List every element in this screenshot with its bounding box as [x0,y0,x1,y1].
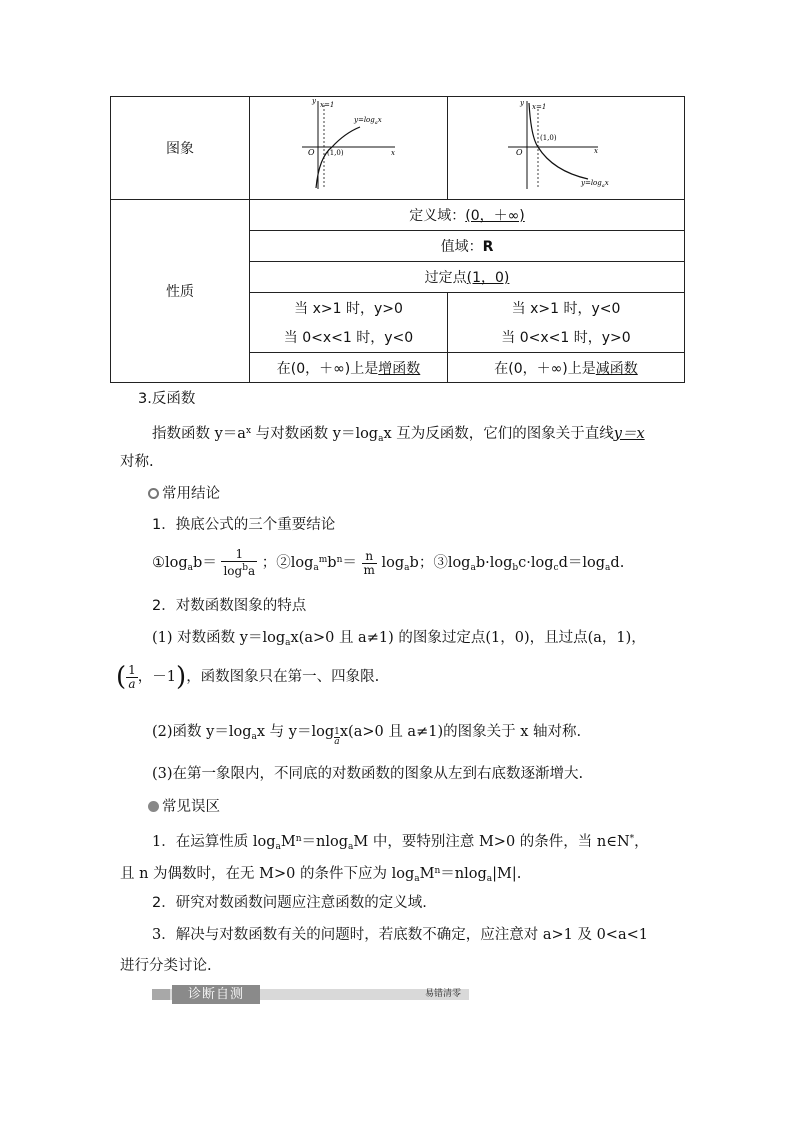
left-case1-text: 当 x>1 时，y>0 [294,300,403,317]
graph-label: 图象 [166,141,194,157]
range-value: R [482,239,494,255]
domain-prefix: 定义域： [409,208,466,224]
feature-1-line1: (1) 对数函数 $y=\log_ax(a>0$ 且 a≠1) 的图象过定点(1，0)，且过点(a，1)， [152,630,646,648]
x1-label: x=1 [532,103,547,111]
banner-title: 诊断自测 [172,985,260,1004]
fixed-point-label: (1,0) [327,149,344,157]
curve-label: $y=\log_ax$ [581,179,609,189]
mistakes-heading: 常见误区 [148,797,220,817]
right-case1 [448,293,685,323]
domain-value: (0，＋∞) [465,208,525,224]
mistake-2: 2．研究对数函数问题应注意函数的定义域. [152,895,427,911]
origin-label: O [308,148,315,157]
fixed-point-row [250,262,685,293]
x-axis-label: x [391,149,395,157]
left-case2-text: 当 0<x<1 时，y<0 [283,330,414,347]
left-case2 [250,323,448,353]
right-mono-prefix: 在(0，＋∞)上是 [494,360,596,377]
origin-label: O [516,148,523,157]
range-row [250,231,685,262]
fixed-point-label: (1,0) [540,134,557,142]
feature-2: (2)函数 $y=\log_ax$ 与 y＝log $\frac{1}{a}$ x(a>0 且 a≠1)的图象关于 x 轴对称. [152,724,582,747]
fixed-prefix: 过定点 [424,270,467,286]
log-increasing-graph [250,97,447,195]
bulb-icon [148,801,159,812]
inverse-heading: 3.反函数 [138,391,196,407]
props-label: 性质 [166,284,194,300]
fraction: $\frac{1}{\log^ba}$ [223,547,256,578]
left-mono-value: 增函数 [378,360,421,377]
curve-label: $y=\log_ax$ [354,116,382,126]
log-function-table [110,96,685,383]
graph-label-cell [111,97,250,200]
inverse-line1: 指数函数 $y=a^x$ 与对数函数 $y=\log_ax$ 互为反函数，它们的图象关于直线y＝x [152,426,645,444]
mistake-3-line1: 3．解决与对数函数有关的问题时，若底数不确定，应注意对 a>1 及 0<a<1 [152,927,648,943]
change-of-base-formulas: $①\log_ab=$ $\frac{1}{\log^ba}$ ；$②\log_a^mb^n=$ $\frac{n}{m}$ $\log_ab$；$③\log_ab\cdot\log_bc\cdot\log_cd=\log_ad$. [152,547,625,578]
y-axis-label: y [520,99,524,107]
log-decreasing-graph [448,97,684,195]
mistake-1-line1: 1．在运算性质 $\log_aM^n=nlog_aM$ 中，要特别注意 M>0 的条件，当 n∈N*， [152,834,649,852]
fraction: $\frac{1}{a}$ [128,662,136,691]
left-monotonic [250,353,448,383]
right-mono-value: 减函数 [595,360,638,377]
domain-row [250,200,685,231]
right-case2-text: 当 0<x<1 时，y>0 [501,330,631,347]
diagnosis-banner [152,985,469,1004]
mistake-1-line2: 且 n 为偶数时，在无 M>0 的条件下应为 $\log_aM^n=nlog_a|M|$. [120,866,522,884]
feature-3: (3)在第一象限内，不同底的对数函数的图象从左到右底数逐渐增大. [152,766,584,782]
conclusions-heading: 常用结论 [148,484,220,504]
range-prefix: 值域： [440,239,483,255]
right-case1-text: 当 x>1 时，y<0 [511,300,621,317]
inverse-line2: 对称. [120,454,154,470]
left-case1 [250,293,448,323]
x-axis-label: x [594,147,598,155]
right-monotonic [448,353,685,383]
conclusion-item1: 1．换底公式的三个重要结论 [152,517,336,533]
mistake-3-line2: 进行分类讨论. [120,958,212,974]
graph-increasing-cell [250,97,448,200]
y-axis-label: y [312,97,316,105]
x1-label: x=1 [320,101,335,109]
feature-1-line2: ( $\frac{1}{a}$ ，－1)，函数图象只在第一、四象限. [116,662,380,692]
fixed-value: (1，0) [466,270,510,286]
banner-tag: 易错清零 [424,989,461,999]
banner-left-block [152,989,170,1000]
graph-decreasing-cell [448,97,685,200]
right-case2 [448,323,685,353]
props-label-cell [111,200,250,383]
fraction: $\frac{n}{m}$ [363,548,375,577]
left-mono-prefix: 在(0，＋∞)上是 [276,360,379,377]
conclusion-item2: 2．对数函数图象的特点 [152,598,307,614]
target-icon [148,488,159,499]
